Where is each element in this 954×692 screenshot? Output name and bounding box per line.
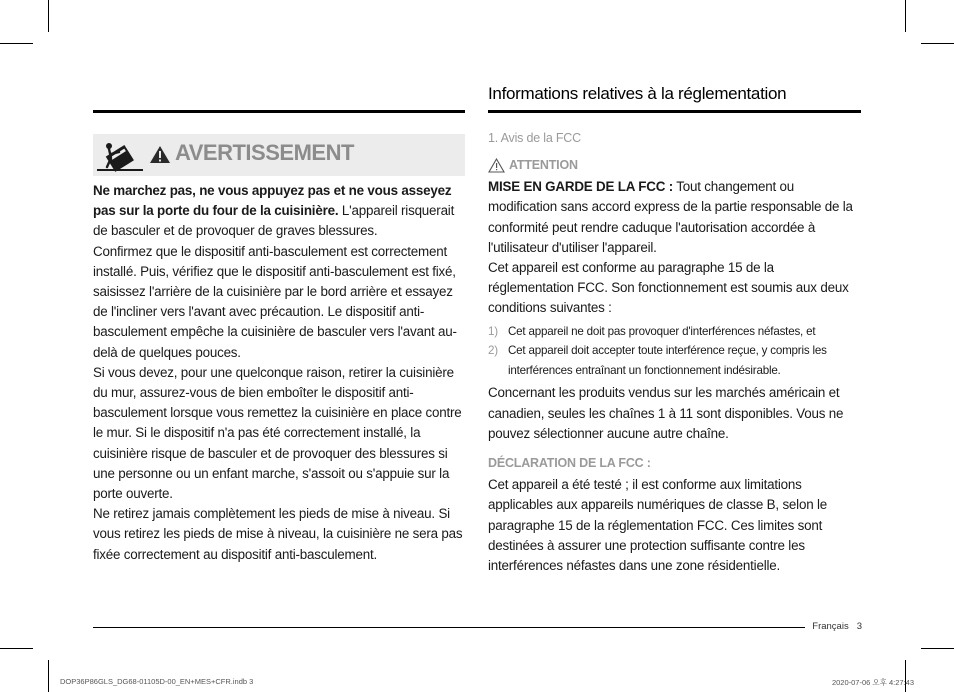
list-number: 1) — [488, 324, 498, 338]
warning-banner — [93, 134, 465, 176]
warning-lead-rest: L'appareil risquerait de basculer et de provoquer de graves blessures. — [93, 203, 455, 239]
crop-mark — [0, 648, 33, 649]
crop-mark — [48, 0, 49, 32]
crop-mark — [921, 43, 954, 44]
list-item — [488, 322, 862, 342]
warning-lead-bold: Ne marchez pas, ne vous appuyez pas et ne vous asseyez pas sur la porte du four de la cuisinière. — [93, 183, 452, 219]
footer-rule — [93, 627, 805, 628]
crop-mark — [921, 648, 954, 649]
warning-paragraph: Si vous devez, pour une quelconque raison, retirer la cuisinière du mur, assurez-vous de bien emboîter le dispositif anti-basculement lorsque vous remettez la cuisinière en place contre le mur. Si le dispositif n'a pas été correctement installé, la cuisinière risque de basculer et de provoquer des blessures si une personne ou un enfant marche, s'assoit ou s'appuie sur la porte ouverte. — [93, 364, 462, 502]
list-number: 2) — [488, 344, 498, 358]
regulation-body — [488, 128, 862, 576]
attention-triangle-icon — [488, 158, 505, 173]
file-slug: DOP36P86GLS_DG68-01105D-00_EN+MES+CFR.indb 3 — [60, 677, 254, 686]
fcc-declaration-heading: DÉCLARATION DE LA FCC : — [488, 456, 651, 471]
fcc-declaration: Cet appareil a été testé ; il est conforme aux limitations applicables aux appareils numériques de classe B, selon le paragraphe 15 de la réglementation FCC. Ces limites sont destinées à assurer une protection suffisante contre les interférences néfastes dans une zone résidentielle. — [488, 477, 827, 574]
fcc-caution-bold: MISE EN GARDE DE LA FCC : — [488, 179, 673, 195]
channels-note: Concernant les produits vendus sur les marchés américain et canadien, seules les chaînes 1 à 11 sont disponibles. Vous ne pouvez sélectionner aucune autre chaîne. — [488, 385, 844, 441]
warning-lead — [93, 181, 467, 242]
crop-mark — [0, 43, 33, 44]
list-item — [488, 341, 862, 380]
crop-mark — [48, 660, 49, 692]
attention-label — [488, 155, 862, 175]
fcc-compliance: Cet appareil est conforme au paragraphe 15 de la réglementation FCC. Son fonctionnement est soumis aux deux conditions suivantes : — [488, 260, 849, 316]
print-timestamp: 2020-07-06 오후 4:27:43 — [831, 678, 914, 687]
list-text: Cet appareil ne doit pas provoquer d'interférences néfastes, et — [508, 324, 816, 338]
right-header-rule — [488, 110, 861, 113]
left-header-rule — [93, 110, 465, 113]
page-number: 3 — [856, 621, 862, 632]
tipping-range-icon — [97, 136, 145, 174]
footer-language: Français — [812, 621, 849, 632]
conditions-list — [488, 322, 862, 381]
warning-title: AVERTISSEMENT — [175, 140, 354, 165]
warning-body — [93, 181, 467, 565]
fcc-caution-rest: Tout changement ou modification sans accord express de la partie responsable de la conformité peut rendre caduque l'autorisation accordée à l'utilisateur d'utiliser l'appareil. — [488, 179, 853, 255]
list-text: Cet appareil doit accepter toute interférence reçue, y compris les interférences entraînant un fonctionnement indésirable. — [508, 344, 827, 377]
page-footer — [804, 621, 862, 632]
fcc-notice-heading: 1. Avis de la FCC — [488, 131, 581, 145]
section-title: Informations relatives à la réglementation — [488, 84, 787, 103]
fcc-caution — [488, 177, 862, 258]
warning-paragraph: Ne retirez jamais complètement les pieds de mise à niveau. Si vous retirez les pieds de mise à niveau, la cuisinière ne sera pas fixée correctement au dispositif anti-basculement. — [93, 506, 463, 562]
warning-paragraph: Confirmez que le dispositif anti-basculement est correctement installé. Puis, vérifiez que le dispositif anti-basculement est fixé, saisissez l'arrière de la cuisinière par le bord arrière et essayez de l'incliner vers l'avant avec précaution. Le dispositif anti-basculement empêche la cuisinière de basculer vers l'avant au-delà de quelques pouces. — [93, 243, 457, 360]
attention-text: ATTENTION — [509, 158, 578, 173]
warning-triangle-icon — [149, 145, 171, 164]
crop-mark — [905, 0, 906, 32]
